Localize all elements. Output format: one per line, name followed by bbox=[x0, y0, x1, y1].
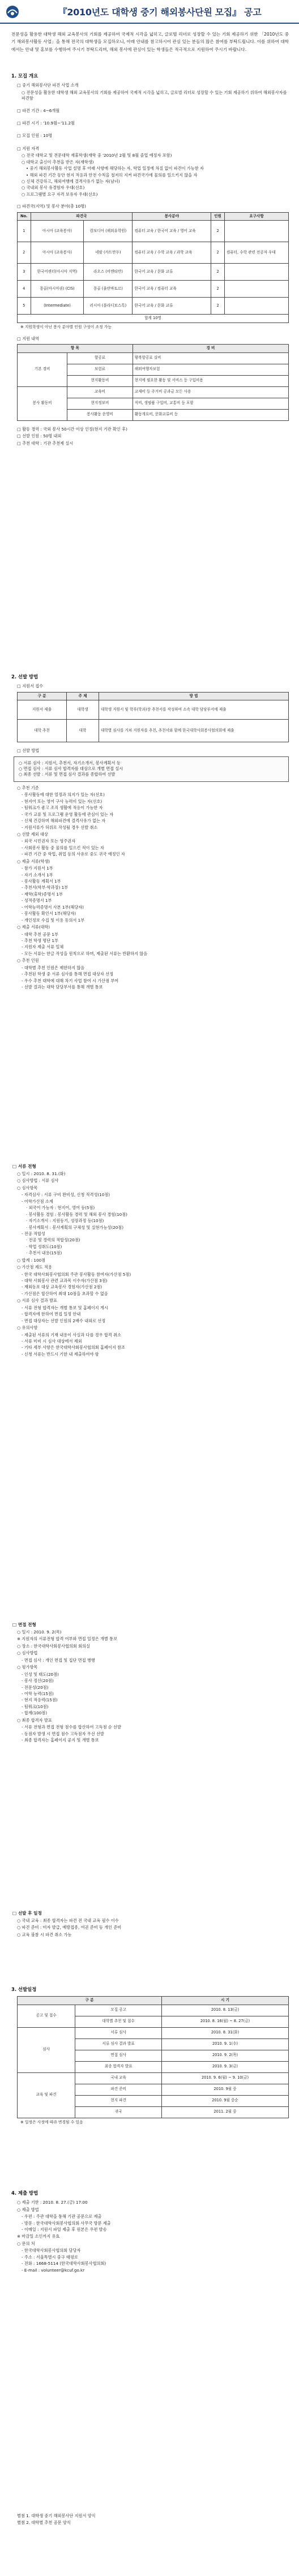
table-row: 최종 합격자 발표 2010. 9. 3(금) bbox=[18, 2061, 289, 2072]
box-line: ○ 서류 심사 : 지원서, 추천서, 자기소개서, 봉사계획서 등 bbox=[19, 760, 121, 766]
attachment-line: 별첨 2. 대학별 추천 공문 양식 bbox=[17, 2520, 71, 2526]
list-item: - 추천된 학생 중 서류 심사를 통해 면접 대상자 선정 bbox=[22, 971, 114, 977]
list-item: ○ 전국 대학교 및 전문대학 재휴학생(재학 중 '2010년 2월 및 8월 졸업 예정자 포함) bbox=[22, 153, 172, 158]
list-item: - 봉사활동에 대한 열정과 의지가 있는 자(선호) bbox=[22, 792, 105, 798]
table-header: 구 분 bbox=[18, 692, 67, 700]
list-item: ○ 심사방법 bbox=[17, 1650, 38, 1656]
list-item: - 재외동포 대상 교육봉사 경험자(가산점 2점) bbox=[22, 1284, 102, 1290]
list-item: - 현지어 또는 영어 구사 능력이 있는 자(선호) bbox=[22, 798, 102, 804]
table-row: 3 한국어센터(아시아 지역) 라오스 (비엔티안) 한국어 교육 / 문화 교류 2 bbox=[18, 264, 289, 281]
bullet-line: □ 파견 시기 : '10.9월~'11.2월 bbox=[17, 120, 75, 126]
section-heading: 3. 선발일정 bbox=[11, 1986, 37, 1992]
list-item: - 선발 결과는 대학 담당부서를 통해 개별 통보 bbox=[22, 984, 103, 990]
list-item: - 전화 : 1668-5114 (한국대학사회봉사협의회) bbox=[22, 2261, 106, 2267]
list-item: - 면접 심사 : 개인 면접 및 집단 면접 병행 bbox=[22, 1657, 95, 1663]
table-row: 교육 및 파견 국내 교육 2010. 9. 6(월) ~ 9. 10(금) bbox=[18, 2072, 289, 2084]
list-item: - 동점자 발생 시 면접 점수 고득점자 우선 선발 bbox=[22, 1731, 104, 1736]
application-table bbox=[17, 692, 289, 743]
section-heading: 1. 모집 개요 bbox=[11, 73, 39, 79]
table-row: 4 몽골(아시아권) (CIS) 몽골 (울란바토르) 한국어 교육 / 컴퓨터 교육 2 bbox=[18, 281, 289, 298]
list-item: - 모든 서류는 한글 작성을 원칙으로 하며, 제출된 서류는 반환하지 않음 bbox=[22, 951, 148, 956]
list-item: - 대학별 추천 인원은 제한하지 않음 bbox=[22, 965, 85, 970]
list-item: - 국가 교류 및 프로그램 운영 활동에 관심이 있는 자 bbox=[22, 811, 114, 817]
list-item: ○ 추천 인원 bbox=[17, 958, 39, 964]
support-table bbox=[17, 344, 289, 421]
list-item: ○ 대학교 출신이 추천을 받은 자(재학생) bbox=[22, 159, 94, 165]
list-item: - 한국대학사회봉사협의회 담당자 bbox=[22, 2248, 81, 2254]
table-row: 귀국 2011. 2월 중 bbox=[18, 2106, 289, 2118]
list-item: · 추천서 내용(15점) bbox=[26, 1250, 62, 1256]
list-item: ※ 지원자의 서류전형 합격 여부와 면접 일정은 개별 통보 bbox=[17, 1636, 118, 1642]
list-item: - 자격심사 : 서류 구비 완비성, 신청 적격성(10점) bbox=[22, 1192, 110, 1198]
list-item: - 팀워크가 좋고 조직 생활에 적응이 가능한 자 bbox=[22, 805, 103, 811]
bullet-line: □ 중기 해외봉사단 파견 사업 소개 bbox=[17, 83, 79, 88]
list-item: · 봉사계획서 : 봉사계획의 구체성 및 실현가능성(20점) bbox=[26, 1224, 124, 1230]
list-item: - 참가 지원서 1부 bbox=[22, 866, 53, 871]
bullet-line: □ 선발 방법 bbox=[17, 748, 40, 754]
list-item: - 성적증명서 1부 bbox=[22, 898, 52, 904]
table-row: 봉사 활동비 교육비 교재비 등 주거비 공과금 모든 사용 bbox=[18, 386, 289, 398]
table-note: ※ 지원학생이 아닌 봉사 분야별 인원 구성이 조정 가능 bbox=[20, 324, 112, 329]
list-item: - 전공 적합성 bbox=[22, 1231, 45, 1236]
list-item: ○ 파견 준비 : 비자 발급, 예방접종, 여권 준비 등 개인 준비 bbox=[17, 1925, 122, 1930]
bullet-line: □ 지원 내역 bbox=[17, 336, 40, 341]
list-item: - 추천서(학부·학과장) 1부 bbox=[22, 885, 69, 891]
bullet-line: □ 모집 인원 : 10명 bbox=[17, 133, 53, 139]
list-item: - 인성 및 태도(20점) bbox=[22, 1671, 59, 1677]
list-item: ○ 장소 : 한국대학사회봉사협의회 회의실 bbox=[17, 1643, 90, 1649]
list-item: - 사회봉사 활동 중 물의를 일으킨 적이 있는 자 bbox=[22, 845, 104, 850]
attachment-line: 별첨 1. 대학생 중기 해외봉사단 지원서 양식 bbox=[17, 2513, 96, 2518]
list-item: - 제출된 서류의 기재 내용이 사실과 다를 경우 합격 취소 bbox=[22, 1332, 121, 1338]
box-line: ○ 면접 심사 : 서류 심사 합격자를 대상으로 개별 면접 실시 bbox=[19, 766, 123, 772]
table-header: 항 목 bbox=[18, 345, 133, 353]
list-item: - 추천 학생 명단 1부 bbox=[22, 937, 58, 943]
table-row: 대학별 추천 및 접수 2010. 8. 16(월) ~ 8. 27(금) bbox=[18, 2016, 289, 2027]
list-item: - 서류 미비 시 심사 대상에서 제외 bbox=[22, 1338, 82, 1344]
section-selection-method bbox=[11, 673, 289, 991]
list-item: - 자기 소개서 1부 bbox=[22, 872, 53, 878]
list-item: · 봉사활동 경험 : 봉사활동 경력 및 해외 봉사 경험(10점) bbox=[26, 1211, 127, 1217]
list-item: ○ 서류 심사 결과 발표 bbox=[17, 1298, 57, 1304]
table-row: 심사 서류 심사 2010. 8. 31(화) bbox=[18, 2027, 289, 2039]
list-item: - 주소 : 서울특별시 중구 태평로 bbox=[22, 2254, 78, 2260]
list-item: ※ 마감일 소인까지 유효 bbox=[17, 2234, 60, 2239]
list-item: - 한국 대학사회봉사협의회 주관 봉사활동 참여자(가산점 5점) bbox=[22, 1271, 131, 1277]
list-item: • 해외 파견 기간 동안 현지 적응과 안전 수칙을 철저히 지켜 파견국가에 물의를 일으키지 않을 자 bbox=[26, 172, 198, 178]
table-row: 보험료 해외여행자보험 bbox=[18, 364, 289, 375]
bullet-line: □ 활동 경력 : 국외 봉사 50시간 이상 인정(현지 기관 확인 후) bbox=[17, 426, 127, 432]
list-item: · 외국어 가능자 : 현지어, 영어 등(5점) bbox=[26, 1205, 95, 1211]
list-item: ○ 심사방법 : 서류 심사 bbox=[17, 1178, 59, 1184]
list-item: - 어학능력증명서 사본 1부(해당자) bbox=[22, 904, 84, 910]
list-item: ○ 프로그램별 요구 자격 보유자 우대(선호) bbox=[22, 191, 98, 197]
list-item: - 파견 기간 중 학업, 취업 등의 사유로 중도 귀국 예정인 자 bbox=[22, 852, 125, 857]
table-header: 주 체 bbox=[67, 692, 99, 700]
page-title: 『2010년도 대학생 중기 해외봉사단원 모집』 공고 bbox=[58, 7, 262, 18]
table-note: ※ 일정은 사정에 따라 변경될 수 있음 bbox=[20, 2119, 83, 2125]
list-item: • 중기 해외봉사활동 사업 설명 후 아래 사항에 해당하는 자, 학업 일정에 차질 없이 파견이 가능한 자 bbox=[26, 166, 204, 171]
list-item: - 우수 추천 대학에 대해 차기 사업 참여 시 가산점 부여 bbox=[22, 978, 119, 983]
table-header: 파견국 bbox=[31, 212, 133, 221]
list-item: - 최종 합격자는 홈페이지 공지 및 개별 통보 bbox=[22, 1738, 99, 1743]
subsection-heading: □ 선발 후 일정 bbox=[12, 1911, 42, 1916]
list-item: ○ 추천 기준 bbox=[17, 785, 39, 790]
list-item: - 이메일 : 지원서 파일 제출 후 원본은 우편 발송 bbox=[22, 2226, 107, 2232]
list-item: ○ 일시 : 2010. 9. 2(목) bbox=[17, 1629, 62, 1635]
list-item: ○ 신체 건강하고, 해외여행에 결격사유가 없는 자(남녀) bbox=[22, 179, 120, 184]
list-item: - 서류 전형 합격자는 개별 통보 및 홈페이지 게시 bbox=[22, 1305, 108, 1310]
bullet-line: □ 파견 기간 : 4~6개월 bbox=[17, 107, 60, 113]
table-row: 2 아시아 (교육봉사) 네팔 (카트만두) 컴퓨터 교육 / 수학 교육 / 과학 교육 2 컴퓨터, 수학 관련 전공자 우대 bbox=[18, 242, 289, 264]
subsection-heading: □ 서류 전형 bbox=[12, 1164, 36, 1169]
list-item: - 개인정보 수집 및 이용 동의서 1부 bbox=[22, 917, 85, 923]
section-interview bbox=[11, 1618, 289, 1744]
list-item: - E-mail : volunteer@kcuf.go.kr bbox=[22, 2267, 85, 2273]
table-row: 현지활동비 현지에 필요한 활동 및 서비스 등 구입비용 bbox=[18, 375, 289, 386]
table-row: 합계 10명 bbox=[18, 315, 289, 323]
table-header: 경 비 bbox=[133, 345, 288, 353]
list-item: ○ 평가항목 bbox=[17, 1665, 38, 1670]
list-item: - 방문 : 한국대학사회봉사협의회 사무국 방문 제출 bbox=[22, 2220, 111, 2226]
list-item: - 봉사활동 확인서 1부(해당자) bbox=[22, 911, 76, 917]
list-item: - 봉사 정신(20점) bbox=[22, 1678, 54, 1684]
table-row: 1 아시아 (교육봉사) 캄보디아 (해외유학원) 컴퓨터 교육 / 한국어 교육 / 영어 교육 2 bbox=[18, 221, 289, 242]
list-item: · 자기소개서 : 지원동기, 성장과정 등(10점) bbox=[26, 1218, 104, 1224]
table-header: 요구사항 bbox=[224, 212, 288, 221]
list-item: - 어학가산점 소계 bbox=[22, 1198, 53, 1204]
list-item: ○ 제출 기한 : 2010. 8. 27.(금) 17:00 bbox=[17, 2200, 88, 2205]
list-item: - 외국 시민권자 또는 영주권자 bbox=[22, 838, 76, 844]
list-item: - 기타 세부 사항은 한국대학사회봉사협의회 홈페이지 참조 bbox=[22, 1345, 125, 1351]
bullet-line: □ 추천 대학 : 기관 추천제 실시 bbox=[17, 440, 74, 446]
list-item: - 전문성(20점) bbox=[22, 1684, 49, 1690]
table-row: 서류 심사 결과 발표 2010. 9. 1(수) bbox=[18, 2039, 289, 2050]
table-row: 현지 파견 2010. 9월 중순 bbox=[18, 2095, 289, 2106]
list-item: ○ 문의 처 bbox=[17, 2240, 35, 2246]
list-item: - 합격자에 한하여 면접 일정 안내 bbox=[22, 1311, 81, 1317]
attachments bbox=[11, 2512, 289, 2527]
title-bar bbox=[0, 0, 299, 25]
list-item: ○ 제출 서류(대학) bbox=[17, 924, 50, 930]
list-item: ○ 선발 제외 대상 bbox=[17, 831, 48, 837]
section-heading: 4. 제출 방법 bbox=[11, 2190, 39, 2196]
subsection-heading: □ 면접 전형 bbox=[12, 1622, 36, 1627]
list-item: - 지원서류가 허위로 작성될 경우 선발 취소 bbox=[22, 824, 98, 830]
list-item: - 가산점은 합산하여 최대 10점을 초과할 수 없음 bbox=[22, 1291, 108, 1296]
table-row: 공고 및 접수 모집 공고 2010. 8. 13(금) bbox=[18, 2005, 289, 2016]
table-header: 방 법 bbox=[99, 692, 289, 700]
bullet-line: □ 지원서 접수 bbox=[17, 683, 44, 689]
list-item: - 팀워크(10점) bbox=[22, 1704, 49, 1709]
bullet-line: □ 지원 자격 bbox=[17, 145, 40, 151]
list-item: - 신청 서류는 반드시 기한 내 제출하여야 함 bbox=[22, 1351, 99, 1357]
list-item: ○ 국내외 봉사 유경험자 우대(선호) bbox=[22, 185, 85, 191]
table-row: 대학 추천 대학 대학별 심사를 거쳐 지원자를 추천, 추천서와 함께 한국대학사회봉사협의회에 제출 bbox=[18, 720, 289, 742]
list-item: ○ 최종 합격자 발표 bbox=[17, 1717, 52, 1723]
table-row: 봉사활동 운영비 활동개요비, 문화교류비 등 bbox=[18, 409, 289, 420]
list-item: - 재학(휴학)증명서 1부 bbox=[22, 891, 63, 897]
list-item: ○ 유의사항 bbox=[17, 1325, 38, 1331]
section-overview bbox=[11, 72, 289, 448]
table-header: No. bbox=[18, 212, 31, 221]
list-item: ○ 가산점 제도 적용 bbox=[17, 1265, 52, 1270]
list-item: - 현지 적응력(15점) bbox=[22, 1697, 58, 1703]
body-text: ○ 전문성을 활용한 대학생 해외 교육봉사의 기회를 제공하여 국제적 시각을 넓히고, 글로벌 리더로 성장할 수 있는 기회 제공하기 위하여 해외봉사자를 파견함 bbox=[22, 89, 287, 101]
table-row: 현지정보비 식비, 생필품 구입비, 교통비 등 포함 bbox=[18, 398, 289, 409]
list-item: - 면접 대상자는 선발 인원의 2배수 내외로 선정 bbox=[22, 1318, 106, 1323]
section-submission bbox=[11, 2190, 289, 2274]
list-item: - 대학 사회봉사 관련 교과목 이수자(가산점 3점) bbox=[22, 1278, 108, 1283]
section-heading: 2. 선발 방법 bbox=[11, 674, 39, 680]
table-row: 기본 경비 항공료 왕복항공료 실비 bbox=[18, 352, 289, 364]
list-item: - 우편 : 주관 대학을 통해 기관 공문으로 제출 bbox=[22, 2214, 102, 2220]
list-item: ○ 심사항목 bbox=[17, 1185, 38, 1190]
list-item: ○ 합계 : 100점 bbox=[17, 1257, 46, 1263]
section-document-screening bbox=[11, 1160, 289, 1358]
table-row: 면접 심사 2010. 9. 2(목) bbox=[18, 2050, 289, 2061]
box-line: ○ 최종 선발 : 서류 및 면접 심사 결과를 종합하여 선발 bbox=[19, 772, 116, 777]
list-item: ○ 제출 서류(학생) bbox=[17, 858, 50, 864]
table-header: 구 분 bbox=[18, 1997, 162, 2005]
list-item: - 어학 능력(15점) bbox=[22, 1691, 54, 1696]
table-header: 인원 bbox=[211, 212, 225, 221]
method-box bbox=[14, 756, 289, 782]
intro-paragraph: 전문성을 활용한 대학생 해외 교육봉사의 기회를 제공하여 국제적 시각을 넓히고, 글로벌 리더로 성장할 수 있는 기회 제공하기 위한 「2010년도 중기 해외봉사활동 사업」을 통해 전국의 대학생을 모집하오니, 아래 안내를 참고하시어 관심 있는 분들의 많은 참여를 부탁드립니다. 이를 위하여 대학에서는 안내 및 홍보를 수행하여 주시기 부탁드리며, 해외 봉사에 관심이 있는 학생들은 적극적으로 지원하여 주시기 바랍니다. bbox=[11, 32, 289, 52]
list-item: ○ 일시 : 2010. 8. 31.(화) bbox=[17, 1171, 66, 1176]
organization-logo-icon bbox=[5, 5, 20, 19]
section-after-selection bbox=[11, 1907, 289, 1939]
schedule-table bbox=[17, 1996, 289, 2118]
list-item: ○ 국내 교육 : 최종 합격자는 파견 전 국내 교육 필수 이수 bbox=[17, 1918, 119, 1923]
title-divider bbox=[0, 23, 299, 24]
table-row: 지원서 제출 대학생 대학생 지원서 및 학부(학과)장 추천서를 작성하여 소속 대학 담당부서에 제출 bbox=[18, 700, 289, 720]
list-item: - 지원자 제출 서류 일체 bbox=[22, 944, 64, 950]
bullet-line: □ 선발 인원 : 50명 내외 bbox=[17, 433, 62, 439]
list-item: - 신체 건강하며 해외파견에 결격사유가 없는 자 bbox=[22, 818, 106, 824]
list-item: · 학업 성취도(10점) bbox=[26, 1244, 62, 1249]
table-row: 5 (Intermediate) 러시아 (블라디보스톡) 한국어 교육 / 문화 교류 2 bbox=[18, 298, 289, 315]
list-item: ○ 제출 방법 bbox=[17, 2207, 39, 2212]
list-item: - 합계(100점) bbox=[22, 1710, 48, 1716]
table-header: 시 기 bbox=[161, 1997, 288, 2005]
table-header: 봉사분야 bbox=[133, 212, 211, 221]
list-item: ○ 교육 불참 시 파견 취소 가능 bbox=[17, 1932, 72, 1937]
section-schedule bbox=[11, 1986, 289, 2126]
list-item: - 봉사활동 계획서 1부 bbox=[22, 879, 61, 884]
list-item: · 전공 및 경력의 적합성(20점) bbox=[26, 1237, 80, 1243]
table-row: 파견 준비 2010. 9월 중 bbox=[18, 2084, 289, 2095]
region-table bbox=[17, 212, 289, 323]
list-item: - 서류 전형과 면접 전형 점수를 합산하여 고득점 순 선발 bbox=[22, 1724, 121, 1730]
bullet-line: □ 파견국(지역) 및 봉사 분야(총 10명) bbox=[17, 204, 86, 209]
list-item: - 대학 추천 공문 1부 bbox=[22, 931, 58, 937]
